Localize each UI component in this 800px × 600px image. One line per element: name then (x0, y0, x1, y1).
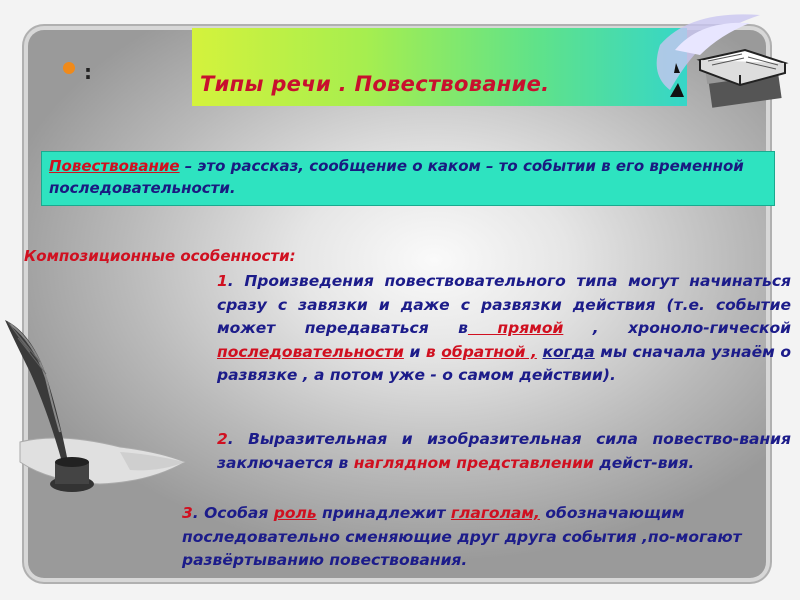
book-stack-icon (640, 5, 800, 120)
bullet-dot-icon (63, 62, 75, 74)
definition-term: Повествование (49, 157, 180, 175)
point-2-text-b: дейст-вия. (593, 453, 695, 472)
bullet-colon: : (84, 60, 92, 84)
keyword-verbs: глаголам, (450, 504, 540, 522)
point-3-number: 3 (182, 504, 193, 522)
keyword-visual: наглядном представлении (353, 453, 594, 472)
point-3-text-a: . Особая (192, 504, 274, 522)
point-3-text-c: обозначающим последовательно сменяющие друг друга события ,по-могают развёртыванию повествования. (182, 504, 742, 569)
keyword-direct: прямой (467, 319, 564, 337)
point-1-text-c: и (403, 342, 426, 361)
keyword-role: роль (273, 504, 317, 522)
point-2-text-a: . Выразительная и изобразительная сила повество-вания заключается в (217, 430, 791, 472)
keyword-when: когда (542, 342, 595, 361)
point-1 (217, 270, 791, 388)
point-3-text-b: принадлежит (316, 504, 451, 522)
point-2-number: 2 (217, 430, 228, 448)
point-1-text-d: мы сначала узнаём о развязке , а потом уже - о самом действии). (217, 342, 791, 384)
point-1-text-a: . Произведения повествовательного типа могут начинаться сразу с завязки и даже с развязки действия (т.е. событие может передаваться в (217, 272, 791, 337)
point-3 (182, 502, 762, 573)
point-2 (217, 428, 791, 475)
composition-heading: Композиционные особенности: (24, 247, 296, 265)
keyword-reverse: обратной , (441, 342, 537, 361)
definition-text (49, 155, 771, 199)
point-1-number: 1 (217, 272, 228, 290)
quill-inkwell-icon (0, 312, 200, 502)
page-title: Типы речи . Повествование. (200, 72, 550, 96)
keyword-in: в (425, 342, 436, 361)
point-1-text-b: , хроноло-гической (563, 319, 791, 337)
definition-body: – это рассказ, сообщение о каком – то событии в его временной последовательности. (49, 157, 744, 197)
keyword-sequence: последовательности (217, 342, 404, 361)
